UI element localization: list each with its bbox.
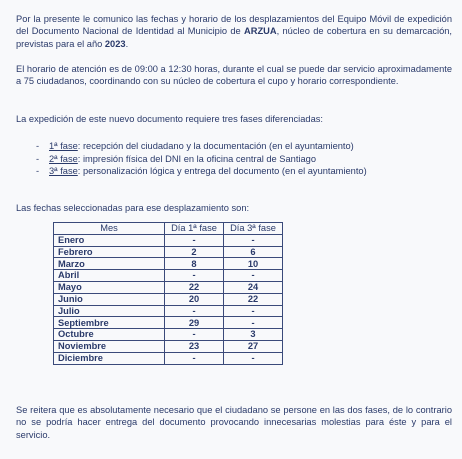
list-dash: -: [36, 166, 40, 176]
table-row: [54, 270, 283, 282]
table-row: [54, 246, 283, 258]
month-cell: Noviembre: [54, 340, 165, 352]
dates-table: [53, 222, 283, 365]
phase3-cell: -: [224, 270, 283, 282]
intro-text-part3: .: [125, 38, 129, 49]
phase3-cell: 24: [224, 281, 283, 293]
month-cell: Junio: [54, 293, 165, 305]
phase-description: : recepción del ciudadano y la documentación (en el ayuntamiento): [77, 141, 354, 151]
phase1-cell: -: [165, 305, 224, 317]
table-row: [54, 329, 283, 341]
month-cell: Febrero: [54, 246, 165, 258]
phase3-cell: -: [224, 305, 283, 317]
list-dash: -: [36, 153, 40, 164]
phase3-cell: 22: [224, 293, 283, 305]
phase1-cell: -: [165, 352, 224, 364]
table-row: [54, 305, 283, 317]
month-cell: Julio: [54, 305, 165, 317]
month-cell: Enero: [54, 234, 165, 246]
phase-item: [16, 153, 456, 166]
phase1-cell: 22: [165, 281, 224, 293]
phase-item: [16, 140, 456, 153]
phase3-cell: 27: [224, 340, 283, 352]
table-row: [54, 234, 283, 246]
month-cell: Septiembre: [54, 317, 165, 329]
table-row: [54, 293, 283, 305]
phase-ordinal: 1ª fase: [49, 141, 78, 151]
table-row: [54, 258, 283, 270]
municipality-name: ARZUA: [244, 26, 277, 37]
phases-list: [16, 140, 456, 178]
month-cell: Diciembre: [54, 352, 165, 364]
table-header-row: [54, 223, 283, 235]
dates-intro: Las fechas seleccionadas para ese desplazamiento son:: [16, 203, 250, 213]
phase3-cell: 6: [224, 246, 283, 258]
phase1-cell: 8: [165, 258, 224, 270]
phase1-cell: 20: [165, 293, 224, 305]
table-row: [54, 281, 283, 293]
phase3-cell: 10: [224, 258, 283, 270]
phase1-cell: -: [165, 329, 224, 341]
phases-intro: La expedición de este nuevo documento requiere tres fases diferenciadas:: [16, 114, 323, 124]
header-phase3: Día 3ª fase: [224, 223, 283, 235]
phase1-cell: -: [165, 234, 224, 246]
table-row: [54, 352, 283, 364]
phase1-cell: 2: [165, 246, 224, 258]
intro-text-part2: , núcleo de cobertura en su demarcación, previstas para el año: [16, 26, 453, 49]
year: 2023: [104, 38, 126, 49]
month-cell: Octubre: [54, 329, 165, 341]
schedule-paragraph: El horario de atención es de 09:00 a 12:30 horas, durante el cual se puede dar servicio aproximadamente a 75 ciudadanos, coordinando con su núcleo de cobertura el cupo y horario correspondiente.: [16, 64, 452, 87]
phase1-cell: 29: [165, 317, 224, 329]
intro-paragraph: [16, 13, 452, 50]
phase1-cell: -: [165, 270, 224, 282]
phase1-cell: 23: [165, 340, 224, 352]
phase-description: : personalización lógica y entrega del documento (en el ayuntamiento): [77, 166, 367, 176]
intro-text-part1: Por la presente le comunico las fechas y horario de los desplazamientos del Equipo Móvil de expedición del Documento Nacional de Identidad al Municipio de: [16, 14, 452, 37]
phase3-cell: 3: [224, 329, 283, 341]
phase-ordinal: 2ª fase: [49, 153, 78, 164]
phase3-cell: -: [224, 317, 283, 329]
month-cell: Mayo: [54, 281, 165, 293]
phase-description: : impresión física del DNI en la oficina central de Santiago: [77, 153, 317, 164]
list-dash: -: [36, 141, 40, 151]
phase-item: [16, 165, 456, 178]
month-cell: Marzo: [54, 258, 165, 270]
header-phase1: Día 1ª fase: [165, 223, 224, 235]
month-cell: Abril: [54, 270, 165, 282]
phase3-cell: -: [224, 234, 283, 246]
table-row: [54, 340, 283, 352]
table-row: [54, 317, 283, 329]
closing-paragraph: Se reitera que es absolutamente necesario que el ciudadano se persone en las dos fases, de lo contrario no se podría hacer entrega del documento provocando innecesarias molestias para éste y para el servicio.: [16, 405, 452, 440]
phase3-cell: -: [224, 352, 283, 364]
phase-ordinal: 3ª fase: [49, 166, 78, 176]
header-month: Mes: [54, 223, 165, 235]
